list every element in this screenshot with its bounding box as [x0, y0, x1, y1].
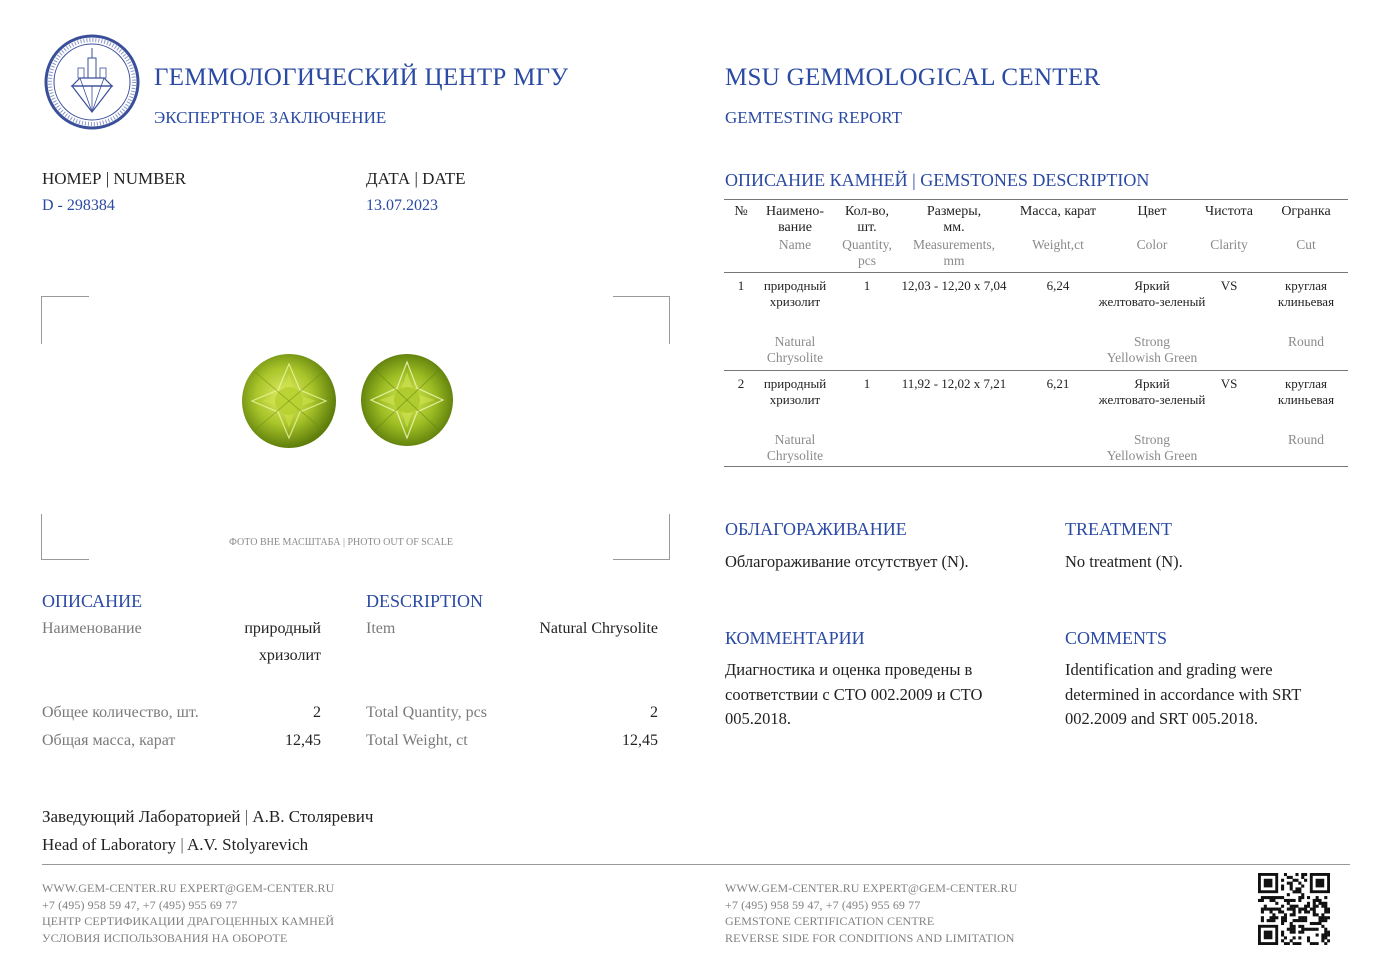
- table-bottom-rule: [724, 466, 1348, 467]
- footer-rule: [42, 864, 1350, 865]
- signature-separator: |: [180, 835, 188, 854]
- page-title-en: MSU GEMMOLOGICAL CENTER: [725, 64, 1101, 91]
- signature-name-ru: А.В. Столяревич: [252, 807, 374, 826]
- footer-ru-line: УСЛОВИЯ ИСПОЛЬЗОВАНИЯ НА ОБОРОТЕ: [42, 930, 288, 945]
- table-header-en: Color: [1136, 237, 1168, 252]
- footer-ru-line: WWW.GEM-CENTER.RU EXPERT@GEM-CENTER.RU: [42, 881, 335, 895]
- cell-measurements: 12,03 - 12,20 x 7,04: [901, 278, 1007, 293]
- footer-en-line: REVERSE SIDE FOR CONDITIONS AND LIMITATION: [725, 930, 1015, 945]
- qty-value-en: 2: [650, 704, 658, 721]
- report-date-label: ДАТА | DATE: [366, 169, 466, 188]
- comments-text-ru: Диагностика и оценка проведены в соответствии с СТО 002.2009 и СТО 005.2018.: [725, 660, 983, 728]
- table-header-rule: [724, 272, 1348, 273]
- qty-value-ru: 2: [313, 704, 321, 721]
- page-title-ru: ГЕММОЛОГИЧЕСКИЙ ЦЕНТР МГУ: [154, 64, 569, 91]
- table-header-en: Clarity: [1210, 237, 1248, 252]
- signature-en: [42, 835, 308, 855]
- cell-color-ru: Яркий желтовато-зеленый: [1098, 278, 1206, 309]
- item-label-ru: Наименование: [42, 620, 142, 637]
- signature-ru: [42, 807, 373, 827]
- cell-color-en: Strong Yellowish Green: [1106, 432, 1198, 463]
- footer-en: [725, 880, 1017, 946]
- table-header-ru: №: [734, 204, 748, 219]
- footer-en-line: +7 (495) 958 59 47, +7 (495) 955 69 77: [725, 897, 921, 912]
- cell-quantity: 1: [863, 278, 871, 293]
- table-row-rule: [724, 370, 1348, 371]
- table-header-en: Weight,ct: [1032, 237, 1084, 252]
- cell-name-ru: природный хризолит: [763, 376, 827, 407]
- item-value-en: Natural Chrysolite: [539, 620, 658, 637]
- footer-ru-line: ЦЕНТР СЕРТИФИКАЦИИ ДРАГОЦЕННЫХ КАМНЕЙ: [42, 914, 335, 928]
- signature-separator: |: [244, 807, 253, 826]
- weight-value-ru: 12,45: [285, 732, 321, 749]
- footer-ru-line: +7 (495) 958 59 47, +7 (495) 955 69 77: [42, 897, 238, 912]
- description-en-heading: DESCRIPTION: [366, 591, 484, 611]
- cell-clarity: VS: [1220, 376, 1238, 391]
- item-value-ru-line2: хризолит: [258, 647, 321, 664]
- page-subtitle-ru: ЭКСПЕРТНОЕ ЗАКЛЮЧЕНИЕ: [154, 108, 387, 127]
- cell-name-en: Natural Chrysolite: [766, 432, 824, 463]
- cell-cut-ru: круглая клиньевая: [1277, 278, 1335, 309]
- description-ru-heading: ОПИСАНИЕ: [42, 591, 143, 611]
- table-header-ru: Чистота: [1204, 204, 1254, 219]
- cell-cut-en: Round: [1287, 334, 1324, 349]
- cell-measurements: 11,92 - 12,02 x 7,21: [901, 376, 1007, 391]
- cell-number: 1: [737, 278, 745, 293]
- treatment-text-en: No treatment (N).: [1065, 552, 1183, 571]
- report-number-label: НОМЕР | NUMBER: [42, 169, 187, 188]
- table-header-ru: Масса, карат: [1019, 204, 1097, 219]
- table-header-ru: Огранка: [1281, 204, 1331, 219]
- gemstones-table: [724, 200, 1348, 470]
- cell-quantity: 1: [863, 376, 871, 391]
- comments-heading-ru: КОММЕНТАРИИ: [725, 628, 865, 648]
- gemstones-heading: ОПИСАНИЕ КАМНЕЙ | GEMSTONES DESCRIPTION: [725, 170, 1150, 190]
- table-header-en: Measurements, mm: [912, 237, 996, 268]
- signature-name-en: A.V. Stolyarevich: [187, 835, 309, 854]
- cell-cut-ru: круглая клиньевая: [1277, 376, 1335, 407]
- cell-cut-en: Round: [1287, 432, 1324, 447]
- cell-weight: 6,21: [1046, 376, 1070, 391]
- item-value-ru-line1: природный: [244, 620, 321, 637]
- cell-weight: 6,24: [1046, 278, 1070, 293]
- report-date-value: 13.07.2023: [366, 197, 438, 214]
- peridot-gem-image: [359, 352, 455, 448]
- cell-clarity: VS: [1220, 278, 1238, 293]
- msu-seal-logo: [44, 34, 140, 130]
- footer-en-line: GEMSTONE CERTIFICATION CENTRE: [725, 914, 935, 928]
- cell-number: 2: [737, 376, 745, 391]
- cell-name-en: Natural Chrysolite: [766, 334, 824, 365]
- treatment-heading-ru: ОБЛАГОРАЖИВАНИЕ: [725, 519, 907, 539]
- peridot-gem-image: [240, 352, 338, 450]
- comments-heading-en: COMMENTS: [1065, 628, 1168, 648]
- report-number-value: D - 298384: [42, 197, 115, 214]
- table-header-ru: Размеры, мм.: [926, 204, 982, 235]
- cell-color-ru: Яркий желтовато-зеленый: [1098, 376, 1206, 407]
- cell-color-en: Strong Yellowish Green: [1106, 334, 1198, 365]
- table-header-en: Cut: [1296, 237, 1316, 252]
- photo-caption: ФОТО ВНЕ МАСШТАБА | PHOTO OUT OF SCALE: [229, 537, 453, 548]
- cell-name-ru: природный хризолит: [763, 278, 827, 309]
- qty-label-en: Total Quantity, pcs: [366, 704, 487, 721]
- item-label-en: Item: [366, 620, 396, 637]
- table-header-ru: Наимено- вание: [765, 204, 825, 235]
- comments-text-en: Identification and grading were determined in accordance with SRT 002.2009 and SRT 005.2018.: [1065, 660, 1302, 728]
- signature-role-en: Head of Laboratory: [42, 835, 177, 854]
- footer-en-line: WWW.GEM-CENTER.RU EXPERT@GEM-CENTER.RU: [725, 881, 1018, 895]
- table-header-ru: Цвет: [1137, 204, 1167, 219]
- qr-code[interactable]: [1258, 873, 1330, 945]
- footer-ru: [42, 880, 334, 946]
- weight-label-en: Total Weight, ct: [366, 732, 468, 749]
- table-header-ru: Кол-во, шт.: [844, 204, 890, 235]
- treatment-text-ru: Облагораживание отсутствует (N).: [725, 552, 969, 571]
- qr-code-graphic: [1258, 873, 1330, 945]
- qty-label-ru: Общее количество, шт.: [42, 704, 199, 721]
- table-header-en: Quantity, pcs: [842, 237, 892, 268]
- treatment-heading-en: TREATMENT: [1065, 519, 1172, 539]
- table-header-en: Name: [778, 237, 812, 252]
- weight-value-en: 12,45: [622, 732, 658, 749]
- page-subtitle-en: GEMTESTING REPORT: [725, 108, 903, 127]
- weight-label-ru: Общая масса, карат: [42, 732, 176, 749]
- signature-role-ru: Заведующий Лабораторией: [42, 807, 241, 826]
